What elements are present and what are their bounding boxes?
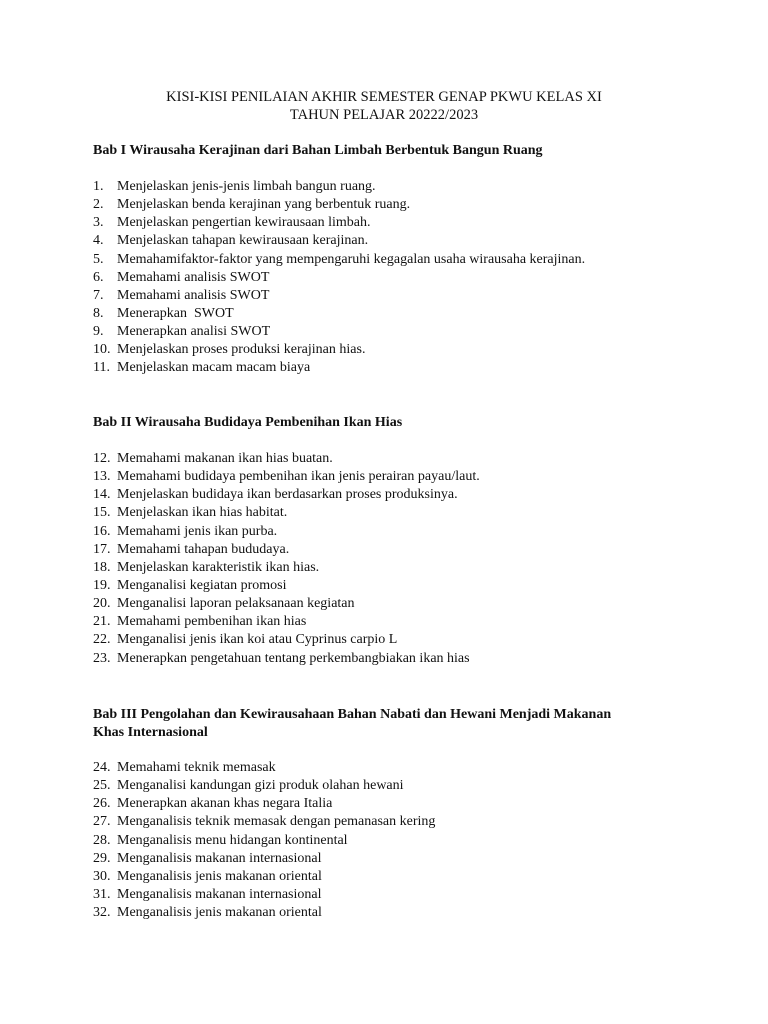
- item-number: 30.: [93, 868, 111, 884]
- section-heading-bab-3-line-1: Bab III Pengolahan dan Kewirausahaan Bahan Nabati dan Hewani Menjadi Makanan: [93, 707, 612, 722]
- list-item: [93, 631, 480, 649]
- item-number: 25.: [93, 778, 111, 794]
- item-text: Menganalisis jenis makanan oriental: [117, 868, 322, 884]
- list-item: [93, 759, 435, 777]
- list-item: [93, 251, 585, 269]
- item-number: 17.: [93, 541, 111, 557]
- item-text: Menjelaskan jenis-jenis limbah bangun ruang.: [117, 179, 376, 194]
- list-item: [93, 323, 585, 341]
- item-number: 5.: [93, 251, 104, 267]
- item-number: 12.: [93, 451, 111, 466]
- item-text: Menjelaskan benda kerajinan yang berbentuk ruang.: [117, 197, 411, 213]
- list-item: [93, 196, 585, 214]
- section-heading-bab-2: Bab II Wirausaha Budidaya Pembenihan Ikan Hias: [93, 415, 403, 430]
- item-text: Memahami teknik memasak: [117, 760, 276, 775]
- section-list-bab-3: [93, 759, 435, 922]
- item-text: Memahami pembenihan ikan hias: [117, 614, 307, 630]
- item-number: 22.: [93, 632, 111, 648]
- item-number: 8.: [93, 305, 104, 321]
- section-heading-bab-3: [93, 706, 693, 742]
- item-number: 3.: [93, 215, 104, 231]
- list-item: [93, 287, 585, 305]
- item-number: 16.: [93, 523, 111, 539]
- list-item: [93, 305, 585, 323]
- item-number: 11.: [93, 360, 110, 376]
- item-number: 28.: [93, 832, 111, 848]
- item-text: Memahami jenis ikan purba.: [117, 523, 278, 539]
- list-item: [93, 269, 585, 287]
- list-item: [93, 832, 435, 850]
- item-text: Menerapkan akanan khas negara Italia: [117, 796, 333, 812]
- item-number: 2.: [93, 197, 104, 213]
- list-item: [93, 504, 480, 522]
- item-text: Menganalisis menu hidangan kontinental: [117, 832, 348, 848]
- item-text: Menganalisi kegiatan promosi: [117, 577, 287, 593]
- list-item: [93, 850, 435, 868]
- item-number: 18.: [93, 559, 111, 575]
- item-number: 14.: [93, 487, 111, 503]
- list-item: [93, 777, 435, 795]
- item-number: 23.: [93, 650, 111, 666]
- list-item: [93, 232, 585, 250]
- item-number: 1.: [93, 179, 104, 194]
- item-text: Memahamifaktor-faktor yang mempengaruhi kegagalan usaha wirausaha kerajinan.: [117, 251, 586, 267]
- section-list-bab-2: [93, 450, 480, 668]
- item-number: 24.: [93, 760, 111, 775]
- item-text: Menjelaskan tahapan kewirausaan kerajinan.: [117, 233, 369, 249]
- item-text: Menjelaskan proses produksi kerajinan hias.: [117, 342, 366, 358]
- list-item: [93, 813, 435, 831]
- item-text: Menerapkan analisi SWOT: [117, 324, 271, 340]
- list-item: [93, 178, 585, 196]
- list-item: [93, 795, 435, 813]
- item-number: 26.: [93, 796, 111, 812]
- item-number: 10.: [93, 342, 111, 358]
- item-text: Menganalisis jenis makanan oriental: [117, 905, 322, 921]
- item-text: Memahami tahapan bududaya.: [117, 541, 290, 557]
- list-item: [93, 523, 480, 541]
- item-number: 4.: [93, 233, 104, 249]
- item-number: 13.: [93, 469, 111, 485]
- item-text: Menjelaskan karakteristik ikan hias.: [117, 559, 320, 575]
- item-number: 31.: [93, 886, 111, 902]
- item-text: Menjelaskan ikan hias habitat.: [117, 505, 288, 521]
- list-item: [93, 468, 480, 486]
- list-item: [93, 450, 480, 468]
- item-text: Memahami budidaya pembenihan ikan jenis perairan payau/laut.: [117, 469, 480, 485]
- document-title-line-2: TAHUN PELAJAR 20222/2023: [289, 107, 479, 123]
- item-text: Memahami analisis SWOT: [117, 287, 270, 303]
- list-item: [93, 613, 480, 631]
- item-text: Menganalisis makanan internasional: [117, 886, 322, 902]
- document-title-line-1: KISI-KISI PENILAIAN AKHIR SEMESTER GENAP PKWU KELAS XI: [166, 89, 602, 105]
- item-text: Menerapkan SWOT: [117, 305, 234, 321]
- list-item: [93, 359, 585, 377]
- item-number: 21.: [93, 614, 111, 630]
- list-item: [93, 214, 585, 232]
- list-item: [93, 868, 435, 886]
- list-item: [93, 650, 480, 668]
- section-list-bab-1: [93, 178, 585, 378]
- list-item: [93, 541, 480, 559]
- list-item: [93, 341, 585, 359]
- item-number: 20.: [93, 596, 111, 612]
- item-text: Memahami makanan ikan hias buatan.: [117, 451, 333, 466]
- item-number: 9.: [93, 324, 104, 340]
- item-text: Menerapkan pengetahuan tentang perkembangbiakan ikan hias: [117, 650, 470, 666]
- item-number: 27.: [93, 814, 111, 830]
- list-item: [93, 595, 480, 613]
- section-heading-bab-1: Bab I Wirausaha Kerajinan dari Bahan Limbah Berbentuk Bangun Ruang: [93, 143, 543, 158]
- item-text: Menganalisi laporan pelaksanaan kegiatan: [117, 596, 355, 612]
- item-text: Menganalisis teknik memasak dengan pemanasan kering: [117, 814, 436, 830]
- item-text: Menganalisi jenis ikan koi atau Cyprinus carpio L: [117, 632, 398, 648]
- item-number: 6.: [93, 269, 104, 285]
- item-number: 32.: [93, 905, 111, 921]
- list-item: [93, 904, 435, 922]
- list-item: [93, 886, 435, 904]
- item-number: 29.: [93, 850, 111, 866]
- list-item: [93, 486, 480, 504]
- item-text: Menjelaskan pengertian kewirausaan limbah.: [117, 215, 371, 231]
- item-text: Memahami analisis SWOT: [117, 269, 270, 285]
- item-text: Menjelaskan macam macam biaya: [117, 360, 311, 376]
- item-text: Menjelaskan budidaya ikan berdasarkan proses produksinya.: [117, 487, 458, 503]
- item-number: 7.: [93, 287, 104, 303]
- item-number: 15.: [93, 505, 111, 521]
- section-heading-bab-3-line-2: Khas Internasional: [93, 725, 208, 740]
- list-item: [93, 577, 480, 595]
- list-item: [93, 559, 480, 577]
- item-number: 19.: [93, 577, 111, 593]
- item-text: Menganalisi kandungan gizi produk olahan hewani: [117, 778, 404, 794]
- item-text: Menganalisis makanan internasional: [117, 850, 322, 866]
